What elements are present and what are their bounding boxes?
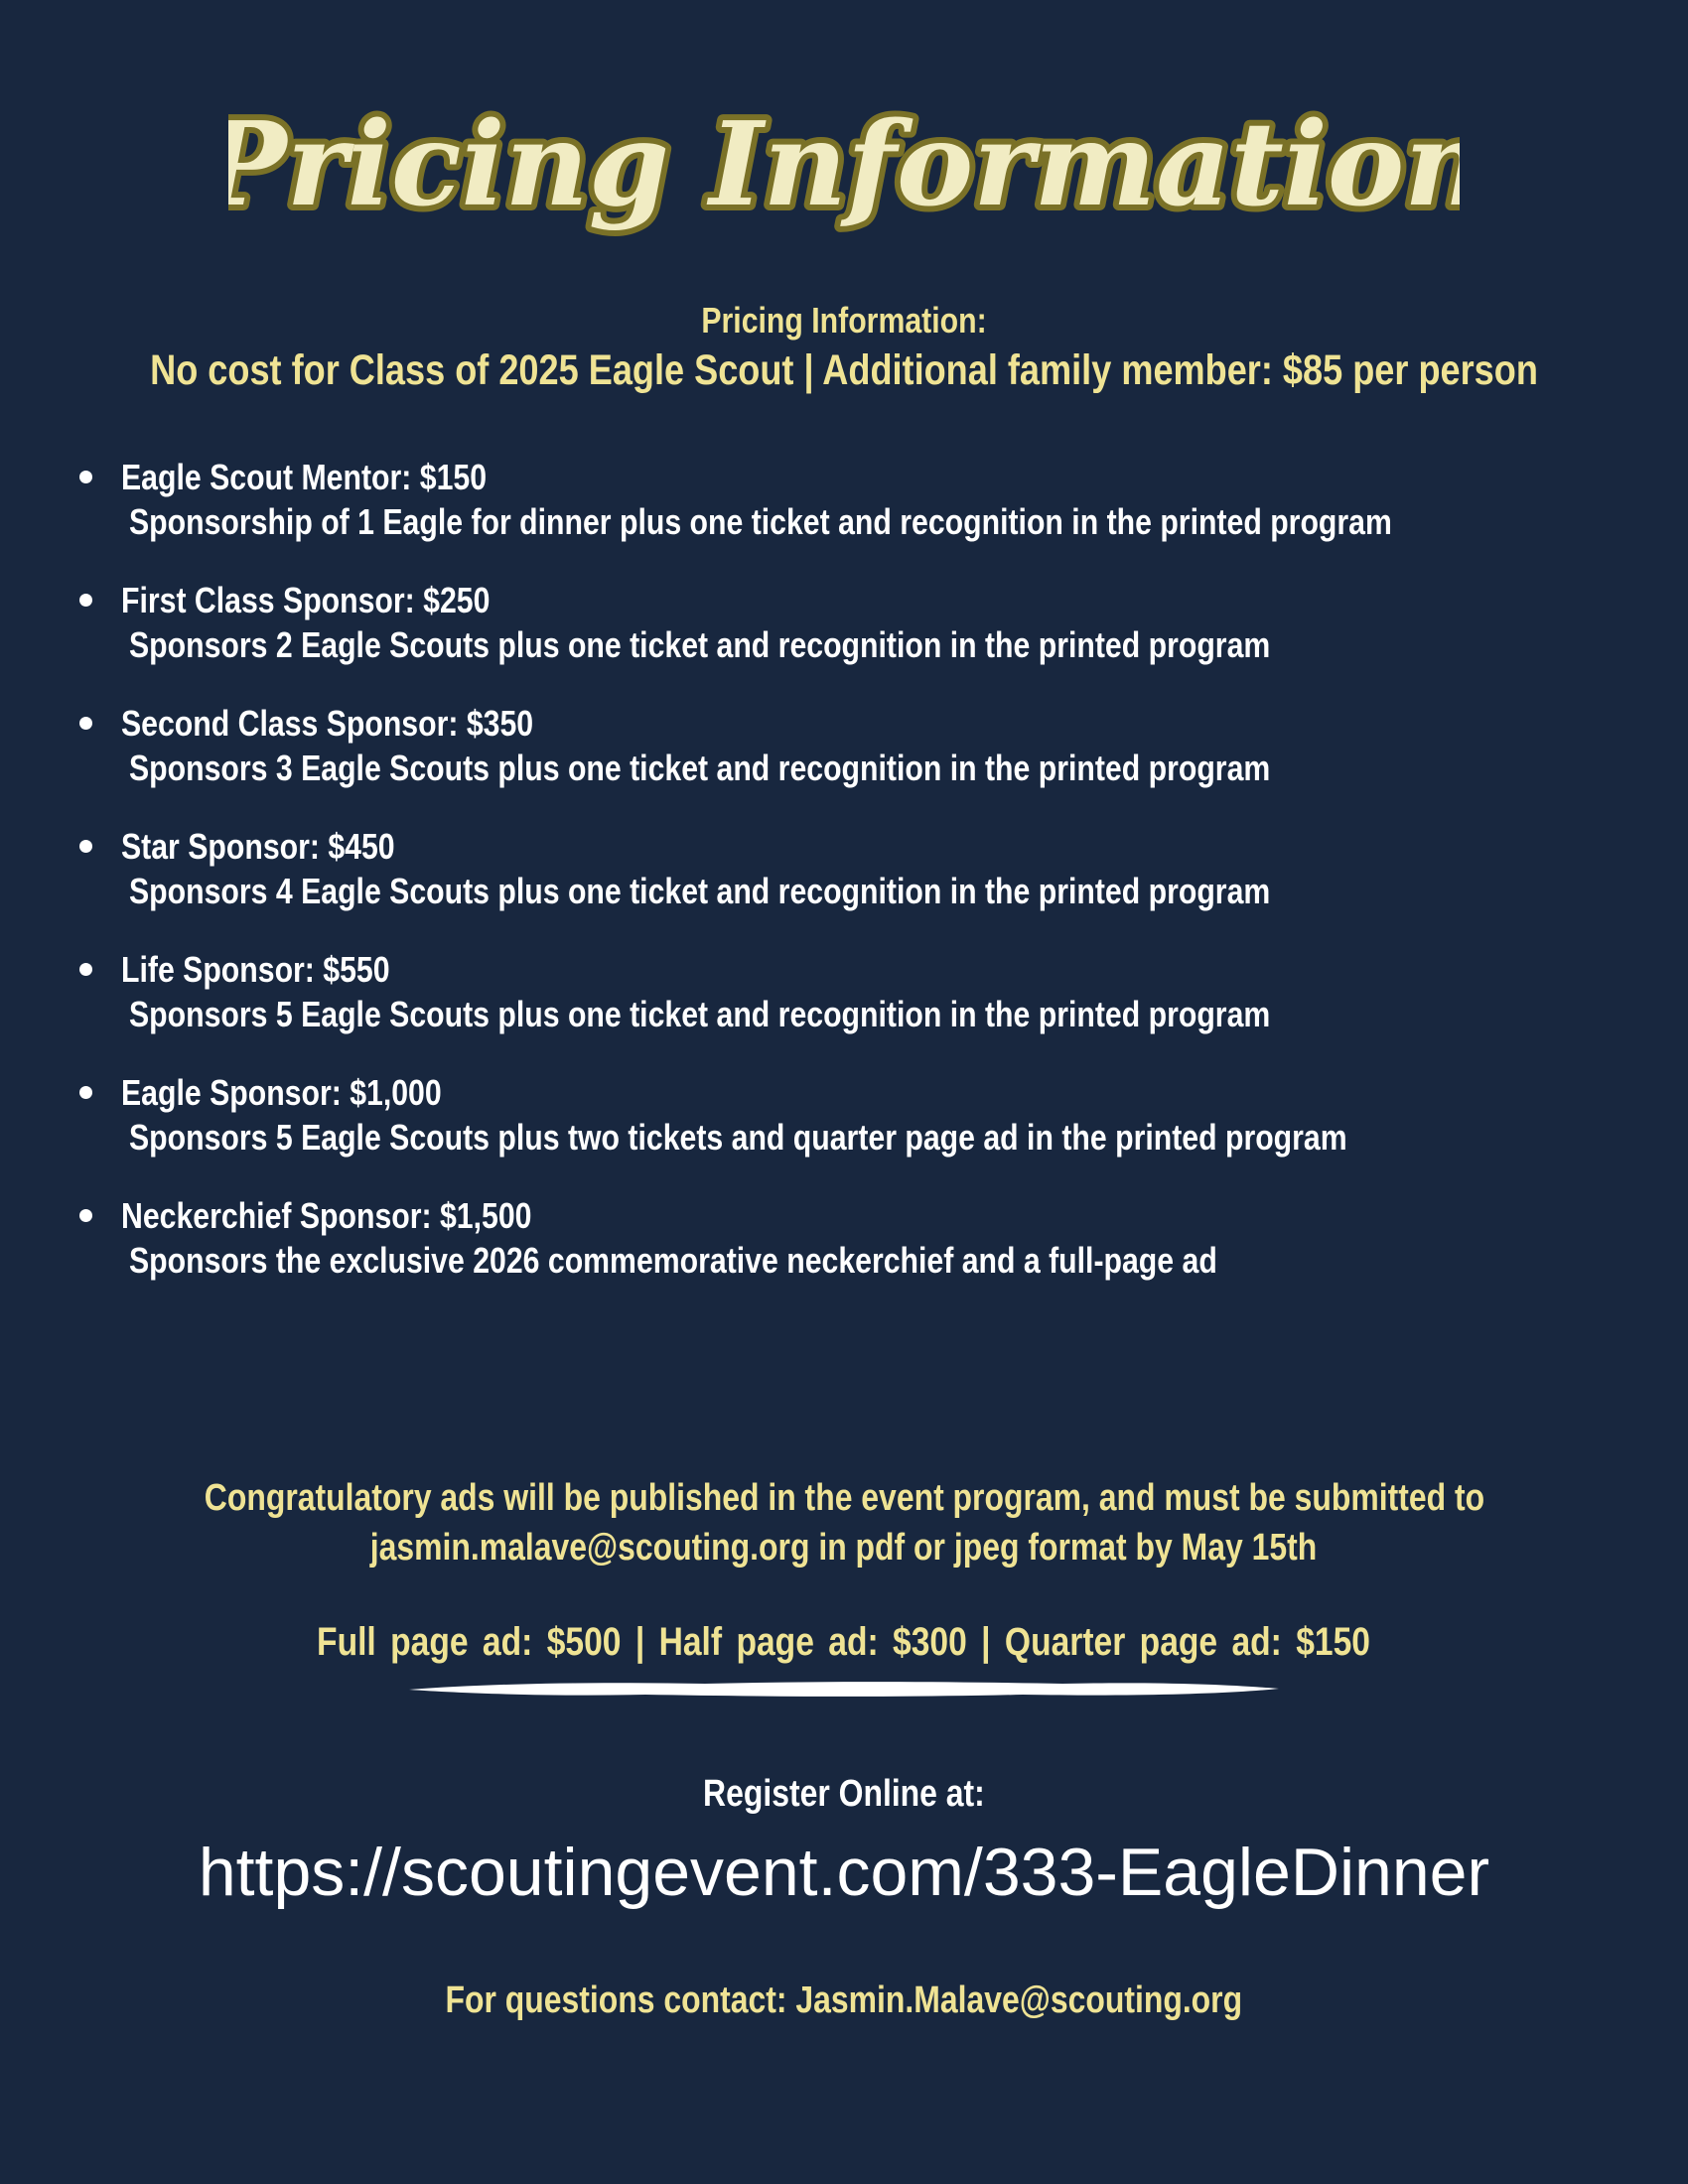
sponsor-tier-title: Eagle Sponsor: $1,000	[121, 1072, 442, 1113]
bullet-icon	[79, 471, 92, 483]
list-item	[79, 578, 1648, 667]
registration-url-row	[0, 1831, 1688, 1914]
sponsor-tier-description: Sponsors 5 Eagle Scouts plus two tickets and quarter page ad in the printed program	[129, 1117, 1347, 1158]
page-title: Pricing Information	[228, 97, 1460, 232]
sponsor-tier-description: Sponsors 3 Eagle Scouts plus one ticket and recognition in the printed program	[129, 748, 1271, 788]
bullet-icon	[79, 594, 92, 607]
contact-row	[0, 1976, 1688, 2025]
ad-pricing-row	[0, 1616, 1688, 1668]
sponsor-tier-title: Star Sponsor: $450	[121, 826, 395, 867]
bullet-icon	[79, 1086, 92, 1099]
sponsor-tier-title: Life Sponsor: $550	[121, 949, 390, 990]
divider-brush-stroke	[407, 1678, 1281, 1702]
intro-heading-row	[0, 298, 1688, 343]
congrats-ads-line-2: jasmin.malave@scouting.org in pdf or jpeg format by May 15th	[370, 1527, 1318, 1569]
sponsor-tier-description: Sponsors 4 Eagle Scouts plus one ticket and recognition in the printed program	[129, 871, 1271, 911]
sponsor-tier-description: Sponsors 2 Eagle Scouts plus one ticket and recognition in the printed program	[129, 624, 1271, 665]
congrats-ads-line-1: Congratulatory ads will be published in the event program, and must be submitted to	[204, 1477, 1484, 1519]
ad-pricing-line: Full page ad: $500 | Half page ad: $300 | Quarter page ad: $150	[317, 1620, 1371, 1664]
list-item	[79, 947, 1648, 1036]
registration-url: https://scoutingevent.com/333-EagleDinner	[198, 1835, 1490, 1910]
list-item	[79, 1070, 1648, 1160]
sponsor-tier-title: First Class Sponsor: $250	[121, 580, 491, 620]
title-script-art	[228, 38, 1460, 276]
bullet-icon	[79, 1209, 92, 1222]
bullet-icon	[79, 717, 92, 730]
congrats-ads-row-2	[0, 1523, 1688, 1572]
intro-subheading: No cost for Class of 2025 Eagle Scout | Additional family member: $85 per person	[150, 346, 1538, 394]
list-item	[79, 701, 1648, 790]
contact-email-line: For questions contact: Jasmin.Malave@scouting.org	[445, 1979, 1243, 2021]
sponsor-tier-description: Sponsors the exclusive 2026 commemorative neckerchief and a full-page ad	[129, 1240, 1217, 1281]
bullet-icon	[79, 963, 92, 976]
divider-row	[0, 1678, 1688, 1706]
sponsor-tier-title: Neckerchief Sponsor: $1,500	[121, 1195, 532, 1236]
list-item	[79, 824, 1648, 913]
title-banner	[0, 38, 1688, 281]
list-item	[79, 455, 1648, 544]
intro-subheading-row	[0, 343, 1688, 397]
sponsor-tier-title: Eagle Scout Mentor: $150	[121, 457, 488, 497]
sponsor-tier-description: Sponsors 5 Eagle Scouts plus one ticket and recognition in the printed program	[129, 994, 1271, 1034]
congrats-ads-row-1	[0, 1473, 1688, 1523]
list-item	[79, 1193, 1648, 1283]
sponsor-tier-title: Second Class Sponsor: $350	[121, 703, 534, 744]
sponsor-tier-description: Sponsorship of 1 Eagle for dinner plus one ticket and recognition in the printed program	[129, 501, 1392, 542]
bullet-icon	[79, 840, 92, 853]
sponsorship-list	[79, 455, 1648, 1316]
register-online-label: Register Online at:	[703, 1773, 985, 1815]
intro-heading: Pricing Information:	[701, 300, 987, 341]
register-label-row	[0, 1769, 1688, 1819]
